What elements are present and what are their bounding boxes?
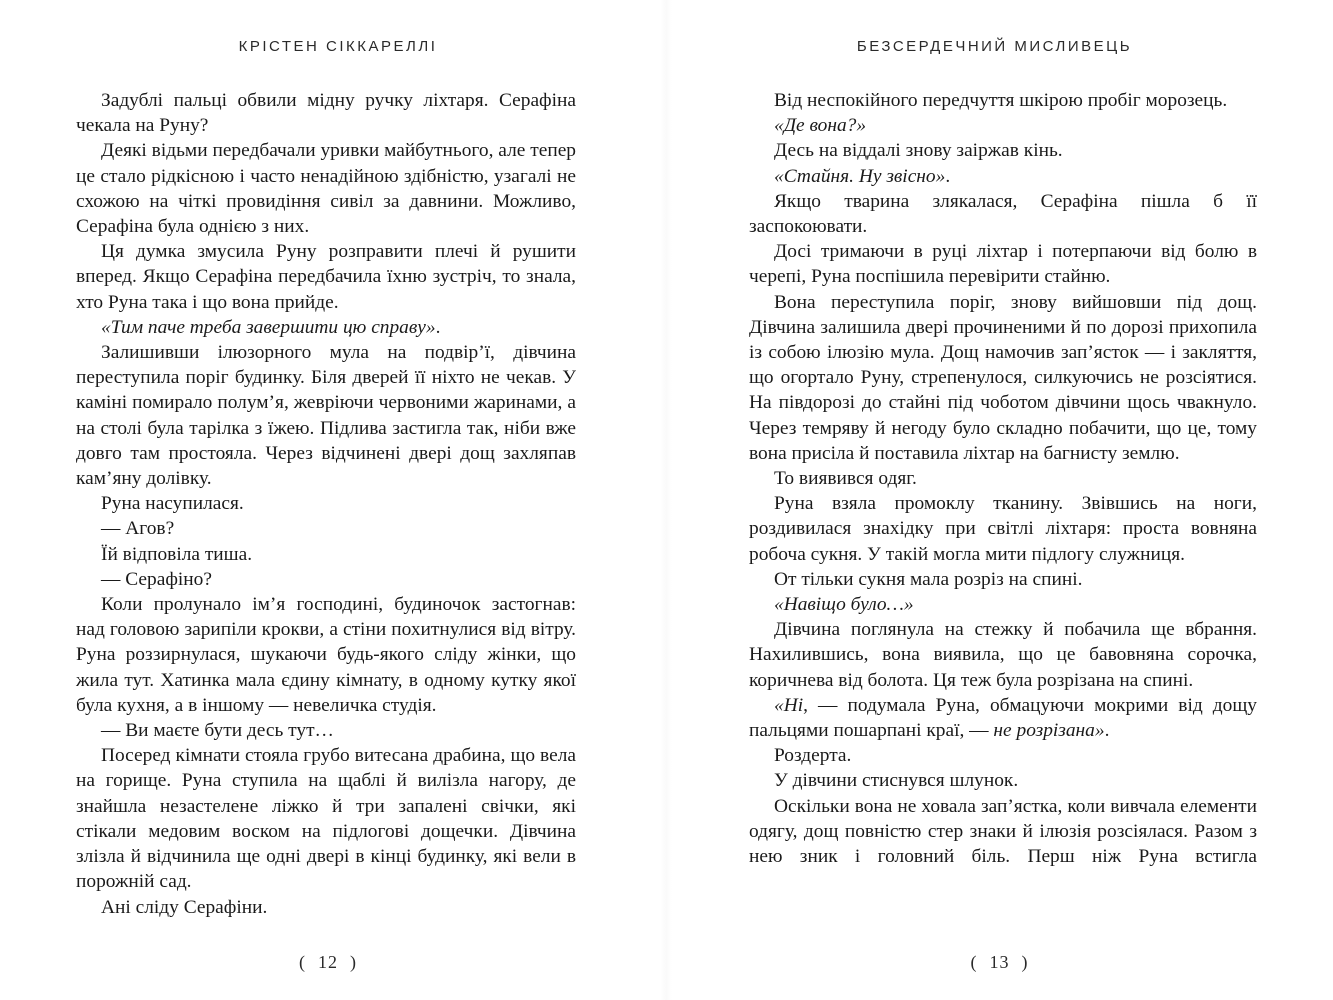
page-number-value: 12 xyxy=(318,952,338,972)
page-number xyxy=(0,952,666,973)
text-run: — Агов? xyxy=(101,518,175,540)
running-head-author: КРІСТЕН СІККАРЕЛЛІ xyxy=(238,38,438,55)
paragraph xyxy=(76,592,576,718)
right-page xyxy=(666,0,1333,1000)
text-run: От тільки сукня мала розріз на спині. xyxy=(774,568,1083,590)
paragraph xyxy=(749,768,1257,793)
text-run: Роздерта. xyxy=(774,745,852,767)
paragraph xyxy=(76,491,576,516)
text-run: Коли пролунало ім’я господині, будиночок застогнав: над головою зарипіли крокви, а стіни похитнулися від вітру. Руна роззирнулася, шукаючи будь-якого сліду жінки, що жила тут. Хатинка мала єдину кімнату, в одному кутку якої була кухня, а в іншому — невеличка студія. xyxy=(76,594,576,716)
paragraph xyxy=(749,592,1257,617)
italic-text: «Ні xyxy=(774,694,804,716)
text-run: Руна взяла промоклу тканину. Звівшись на ноги, роздивилася знахідку при світлі ліхтаря: проста вовняна робоча сукня. У такій могла мити підлогу служниця. xyxy=(749,493,1257,565)
body-text xyxy=(76,88,576,920)
text-run: Залишивши ілюзорного мула на подвір’ї, дівчина переступила поріг будинку. Біля дверей її ніхто не чекав. У каміні помирало полум’я, жевріючи червоними жаринами, а на столі була тарілка з їжею. Підлива застигла так, ніби вже довго там простояла. Через відчинені двері дощ захляпав кам’яну долівку. xyxy=(76,342,576,490)
text-run: Вона переступила поріг, знову вийшовши під дощ. Дівчина залишила двері прочиненими й по дорозі прихопила із собою ілюзію мула. Дощ намочив зап’ясток — і закляття, що огортало Руну, стрепенулося, силкуючись не розсіятися. На півдорозі до стайні під чоботом дівчини щось чвакнуло. Через темряву й негоду було складно побачити, що це, тому вона присіла й поставила ліхтар на багнисту землю. xyxy=(749,291,1257,464)
paragraph xyxy=(749,138,1257,163)
text-run: Якщо тварина злякалася, Серафіна пішла б її заспокоювати. xyxy=(749,190,1257,238)
page-number-value: 13 xyxy=(989,952,1010,972)
paragraph xyxy=(749,164,1257,189)
paragraph xyxy=(76,542,576,567)
paragraph xyxy=(749,239,1257,289)
text-run: Досі тримаючи в руці ліхтар і потерпаючи від болю в черепі, Руна поспішила перевірити стайню. xyxy=(749,241,1257,288)
paragraph xyxy=(76,895,576,920)
text-run: У дівчини стиснувся шлунок. xyxy=(774,770,1019,792)
text-run: Ця думка змусила Руну розправити плечі й рушити вперед. Якщо Серафіна передбачила їхню зустріч, то знала, хто Руна така і що вона прийде. xyxy=(76,241,576,313)
paragraph xyxy=(76,315,576,340)
text-run: — Серафіно? xyxy=(101,568,212,590)
italic-text: «Де вона?» xyxy=(774,115,867,137)
text-run: Їй відповіла тиша. xyxy=(101,543,253,565)
paragraph xyxy=(749,794,1257,870)
text-run: . xyxy=(435,316,441,338)
text-run: Руна насупилася. xyxy=(101,493,244,515)
text-run: . xyxy=(945,165,951,187)
paragraph xyxy=(749,88,1257,113)
text-run: То виявився одяг. xyxy=(774,468,917,490)
paragraph xyxy=(76,516,576,541)
folio-close-paren: ) xyxy=(350,952,357,972)
paragraph xyxy=(76,239,576,315)
text-run: Посеред кімнати стояла грубо витесана драбина, що вела на горище. Руна ступила на щаблі й вилізла нагору, де знайшла незастелене ліжко й три запалені свічки, які стікали медовим воском на підлогові дощечки. Дівчина злізла й відчинила ще одні двері в кінці будинку, які вели в порожній сад. xyxy=(76,745,576,893)
italic-text: «Стайня. Ну звісно» xyxy=(774,165,946,187)
folio-close-paren: ) xyxy=(1021,952,1029,972)
paragraph xyxy=(749,189,1257,239)
paragraph xyxy=(76,718,576,743)
folio-open-paren: ( xyxy=(970,952,978,972)
paragraph xyxy=(76,340,576,491)
paragraph xyxy=(749,491,1257,567)
text-run: Задублі пальці обвили мідну ручку ліхтаря. Серафіна чекала на Руну? xyxy=(76,90,576,137)
text-run: — Ви маєте бути десь тут… xyxy=(101,720,334,742)
paragraph xyxy=(749,617,1257,693)
paragraph xyxy=(749,113,1257,138)
text-run: Десь на віддалі знову заіржав кінь. xyxy=(774,140,1063,162)
text-run: Від неспокійного передчуття шкірою пробіг морозець. xyxy=(774,90,1228,111)
italic-text: «Навіщо було…» xyxy=(774,594,914,616)
italic-text: не розрізана» xyxy=(993,720,1105,742)
folio-open-paren: ( xyxy=(299,952,306,972)
body-text xyxy=(749,88,1257,869)
text-run: Ані сліду Серафіни. xyxy=(101,896,268,918)
paragraph xyxy=(749,290,1257,466)
paragraph xyxy=(749,567,1257,592)
paragraph xyxy=(76,743,576,894)
text-run: Дівчина поглянула на стежку й побачила ще вбрання. Нахилившись, вона виявила, що це бавовняна сорочка, коричнева від болота. Ця теж була розрізана на спині. xyxy=(749,619,1257,691)
text-run: Деякі відьми передбачали уривки майбутнього, але тепер це стало рідкісною і часто ненадійною здібністю, узагалі не схожою на чіткі провидіння сивіл за давнини. Можливо, Серафіна була однією з них. xyxy=(76,140,576,238)
italic-text: «Тим паче треба завершити цю справу» xyxy=(101,316,436,338)
paragraph xyxy=(76,88,576,138)
text-run: . xyxy=(1104,720,1110,742)
text-run: Оскільки вона не ховала зап’ястка, коли вивчала елементи одягу, дощ повністю стер знаки й ілюзія розсіялася. Разом з нею зник і головний біль. Перш ніж Руна встигла xyxy=(749,795,1257,868)
page-number xyxy=(666,952,1333,973)
paragraph xyxy=(749,743,1257,768)
paragraph xyxy=(76,138,576,239)
paragraph xyxy=(749,693,1257,743)
paragraph xyxy=(76,567,576,592)
running-head-title: БЕЗСЕРДЕЧНИЙ МИСЛИВЕЦЬ xyxy=(856,38,1133,55)
paragraph xyxy=(749,466,1257,491)
left-page xyxy=(0,0,666,1000)
text-run: , — подумала Руна, обмацуючи мокрими від дощу пальцями пошарпані краї, — xyxy=(749,694,1257,742)
